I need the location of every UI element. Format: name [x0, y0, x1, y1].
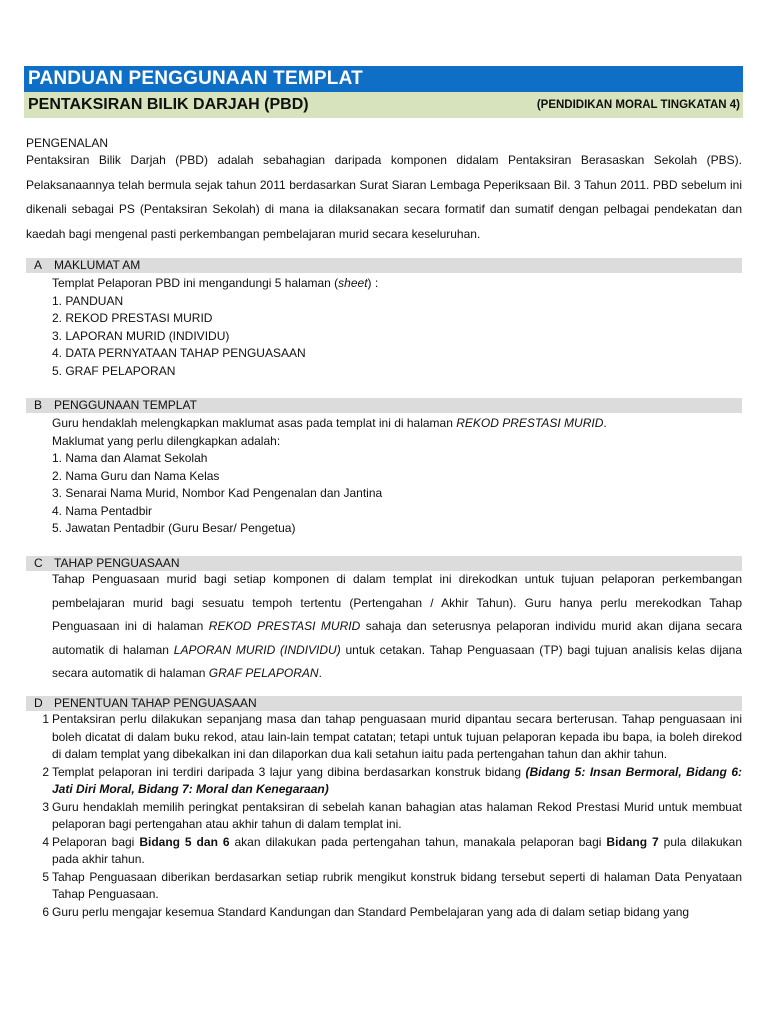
section-b-body: [52, 415, 742, 538]
list-item: 4 Pelaporan bagi Bidang 5 dan 6 akan dilakukan pada pertengahan tahun, manakala pelaporan bagi Bidang 7 pula dilakukan pada akhir tahun.: [26, 834, 742, 869]
bidang-list: (Bidang 5: Insan Bermoral, Bidang 6: Jati Diri Moral, Bidang 7: Moral dan Kenegaraan): [52, 764, 742, 796]
item-number: 2: [42, 764, 49, 779]
list-item: 2. REKOD PRESTASI MURID: [52, 311, 213, 325]
subject-tag: (PENDIDIKAN MORAL TINGKATAN 4): [536, 99, 740, 111]
document-subtitle: PENTAKSIRAN BILIK DARJAH (PBD): [28, 96, 309, 113]
page-reference: REKOD PRESTASI MURID: [208, 619, 361, 633]
section-a-lead: Templat Pelaporan PBD ini mengandungi 5 halaman (sheet) :: [52, 276, 379, 290]
intro-section: [26, 136, 742, 246]
item-number: 4: [42, 834, 49, 849]
list-item: 1 Pentaksiran perlu dilakukan sepanjang masa dan tahap penguasaan murid dipantau secara berterusan. Tahap penguasaan ini boleh dicatat di dalam buku rekod, atau lain-lain tempat catatan; tetapi untuk tujuan pelaporan kepada ibu bapa, ia boleh direkod di dalam templat yang dibekalkan ini dan dilaporkan dua kali setahun iaitu pada pertengahan tahun dan akhir tahun.: [26, 711, 742, 764]
section-b-lead: Guru hendaklah melengkapkan maklumat asas pada templat ini di halaman REKOD PRESTASI MURID.: [52, 416, 607, 430]
list-item: 3. LAPORAN MURID (INDIVIDU): [52, 328, 230, 343]
list-item: 5. Jawatan Pentadbir (Guru Besar/ Pengetua): [52, 521, 296, 535]
list-item: 2 Templat pelaporan ini terdiri daripada 3 lajur yang dibina berdasarkan konstruk bidang (Bidang 5: Insan Bermoral, Bidang 6: Jati Diri Moral, Bidang 7: Moral dan Kenegaraan): [26, 764, 742, 799]
intro-paragraph: Pentaksiran Bilik Darjah (PBD) adalah sebahagian daripada komponen didalam Pentaksiran Berasaskan Sekolah (PBS). Pelaksanaannya telah bermula sejak tahun 2011 berdasarkan Surat Siaran Lembaga Peperiksaan Bil. 3 Tahun 2011. PBD sebelum ini dikenali sebagai PS (Pentaksiran Sekolah) di mana ia dilaksanakan secara formatif dan sumatif dengan pelbagai pendekatan dan kaedah bagi mengenal pasti perkembangan pembelajaran murid secara keseluruhan.: [26, 153, 742, 241]
section-b-lead2: Maklumat yang perlu dilengkapkan adalah:: [52, 433, 281, 448]
list-item: 3. Senarai Nama Murid, Nombor Kad Pengenalan dan Jantina: [52, 486, 383, 500]
bidang-ref: Bidang 7: [606, 834, 659, 849]
section-c-body: [52, 568, 742, 686]
page-reference: REKOD PRESTASI MURID: [456, 416, 604, 430]
item-number: 6: [42, 904, 49, 919]
list-item: 4. DATA PERNYATAAN TAHAP PENGUASAAN: [52, 346, 306, 360]
subtitle-bar: [24, 92, 743, 118]
section-a-letter: A: [34, 258, 43, 272]
item-number: 1: [42, 712, 49, 726]
section-b-header: [26, 398, 742, 413]
page-reference: GRAF PELAPORAN: [208, 666, 319, 680]
section-a-header: [26, 258, 742, 273]
section-c-paragraph: Tahap Penguasaan murid bagi setiap komponen di dalam templat ini direkodkan untuk tujuan pelaporan perkembangan pembelajaran murid bagi sesuatu tempoh tertentu (Pertengahan / Akhir Tahun). Guru hanya perlu merekodkan Tahap Penguasaan ini di halaman REKOD PRESTASI MURID sahaja dan seterusnya pelaporan individu murid akan dijana secara automatik di halaman LAPORAN MURID (INDIVIDU) untuk cetakan. Tahap Penguasaan (TP) bagi tujuan analisis kelas dijana secara automatik di halaman GRAF PELAPORAN.: [52, 572, 743, 680]
section-a-body: [52, 275, 742, 380]
list-item: 4. Nama Pentadbir: [52, 503, 153, 518]
section-b-title: PENGGUNAAN TEMPLAT: [54, 398, 197, 412]
section-b-letter: B: [34, 398, 43, 412]
section-d-header: [26, 696, 742, 711]
section-d-letter: D: [34, 696, 43, 710]
section-c-letter: C: [34, 556, 43, 570]
list-item: 2. Nama Guru dan Nama Kelas: [52, 468, 220, 483]
list-item: 1. PANDUAN: [52, 293, 124, 308]
section-a-title: MAKLUMAT AM: [54, 258, 141, 272]
section-c-title: TAHAP PENGUASAAN: [54, 556, 180, 570]
list-item: 6 Guru perlu mengajar kesemua Standard Kandungan dan Standard Pembelajaran yang ada di dalam setiap bidang yang: [26, 904, 742, 922]
section-d-title: PENENTUAN TAHAP PENGUASAAN: [54, 696, 257, 710]
bidang-ref: Bidang 5 dan 6: [139, 834, 230, 849]
list-item: 5. GRAF PELAPORAN: [52, 363, 176, 378]
section-d-list: [26, 711, 742, 921]
item-number: 3: [42, 799, 49, 814]
list-item: 3 Guru hendaklah memilih peringkat pentaksiran di sebelah kanan bahagian atas halaman Rekod Prestasi Murid untuk membuat pelaporan bagi pertengahan atau akhir tahun di dalam templat ini.: [26, 799, 742, 834]
list-item: 5 Tahap Penguasaan diberikan berdasarkan setiap rubrik mengikut konstruk bidang tersebut seperti di halaman Data Penyataan Tahap Penguasaan.: [26, 869, 742, 904]
document-title: PANDUAN PENGGUNAAN TEMPLAT: [24, 66, 743, 92]
list-item: 1. Nama dan Alamat Sekolah: [52, 451, 208, 465]
page-reference: LAPORAN MURID (INDIVIDU): [173, 642, 341, 657]
sheet-term: sheet: [338, 276, 368, 290]
intro-heading: PENGENALAN: [26, 136, 109, 150]
item-number: 5: [42, 869, 49, 884]
